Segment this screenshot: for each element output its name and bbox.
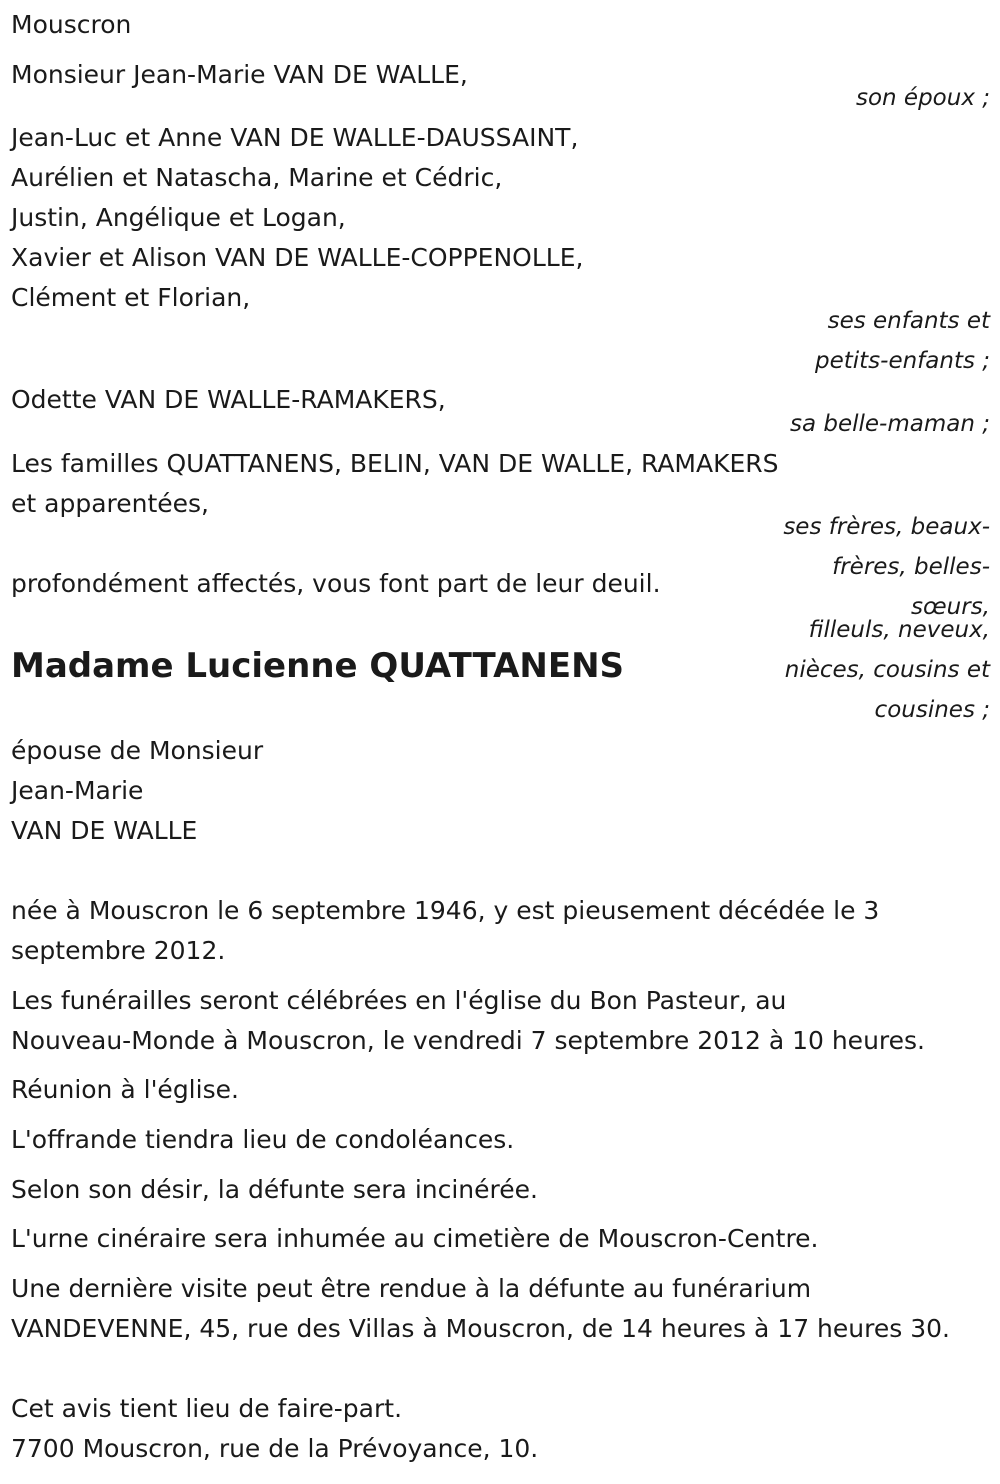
children-line-1: Jean-Luc et Anne VAN DE WALLE-DAUSSAINT, bbox=[11, 123, 579, 152]
families-line-2: et apparentées, bbox=[11, 489, 209, 518]
footer-address: 7700 Mouscron, rue de la Prévoyance, 10. bbox=[11, 1434, 539, 1463]
offering: L'offrande tiendra lieu de condoléances. bbox=[11, 1125, 515, 1154]
spouse-of-line-2: Jean-Marie bbox=[11, 776, 144, 805]
families-role-2: frères, belles- bbox=[832, 554, 990, 580]
spouse-line: Monsieur Jean-Marie VAN DE WALLE, bbox=[11, 60, 468, 89]
funeral-line-1: Les funérailles seront célébrées en l'église du Bon Pasteur, au bbox=[11, 986, 787, 1015]
children-role-2: petits-enfants ; bbox=[814, 348, 990, 374]
announcement: profondément affectés, vous font part de leur deuil. bbox=[11, 569, 661, 598]
footer-notice: Cet avis tient lieu de faire-part. bbox=[11, 1394, 403, 1423]
families-role-3: sœurs, bbox=[911, 594, 990, 620]
spouse-role: son époux ; bbox=[855, 85, 990, 111]
families-role-4: filleuls, neveux, bbox=[808, 617, 990, 643]
families-line-1: Les familles QUATTANENS, BELIN, VAN DE WALLE, RAMAKERS bbox=[11, 449, 779, 478]
deceased-name: Madame Lucienne QUATTANENS bbox=[11, 646, 625, 686]
families-role-6: cousines ; bbox=[874, 697, 990, 723]
families-role-5: nièces, cousins et bbox=[784, 657, 990, 683]
children-line-4: Xavier et Alison VAN DE WALLE-COPPENOLLE, bbox=[11, 243, 584, 272]
spouse-of-line-1: épouse de Monsieur bbox=[11, 736, 264, 765]
urn: L'urne cinéraire sera inhumée au cimetière de Mouscron-Centre. bbox=[11, 1224, 819, 1253]
visit-line-1: Une dernière visite peut être rendue à la défunte au funérarium bbox=[11, 1274, 812, 1303]
meeting: Réunion à l'église. bbox=[11, 1075, 239, 1104]
funeral-line-2: Nouveau-Monde à Mouscron, le vendredi 7 septembre 2012 à 10 heures. bbox=[11, 1026, 925, 1055]
birth-line-1: née à Mouscron le 6 septembre 1946, y est pieusement décédée le 3 bbox=[11, 896, 880, 925]
children-line-3: Justin, Angélique et Logan, bbox=[11, 203, 346, 232]
visit-line-2: VANDEVENNE, 45, rue des Villas à Mouscron, de 14 heures à 17 heures 30. bbox=[11, 1314, 950, 1343]
mother-in-law-line: Odette VAN DE WALLE-RAMAKERS, bbox=[11, 385, 446, 414]
mother-in-law-role: sa belle-maman ; bbox=[789, 411, 990, 437]
children-role-1: ses enfants et bbox=[827, 308, 990, 334]
children-line-5: Clément et Florian, bbox=[11, 283, 251, 312]
cremation: Selon son désir, la défunte sera incinérée. bbox=[11, 1175, 538, 1204]
city: Mouscron bbox=[11, 10, 132, 39]
birth-line-2: septembre 2012. bbox=[11, 936, 226, 965]
children-line-2: Aurélien et Natascha, Marine et Cédric, bbox=[11, 163, 503, 192]
families-role-1: ses frères, beaux- bbox=[783, 514, 990, 540]
spouse-of-line-3: VAN DE WALLE bbox=[11, 816, 198, 845]
